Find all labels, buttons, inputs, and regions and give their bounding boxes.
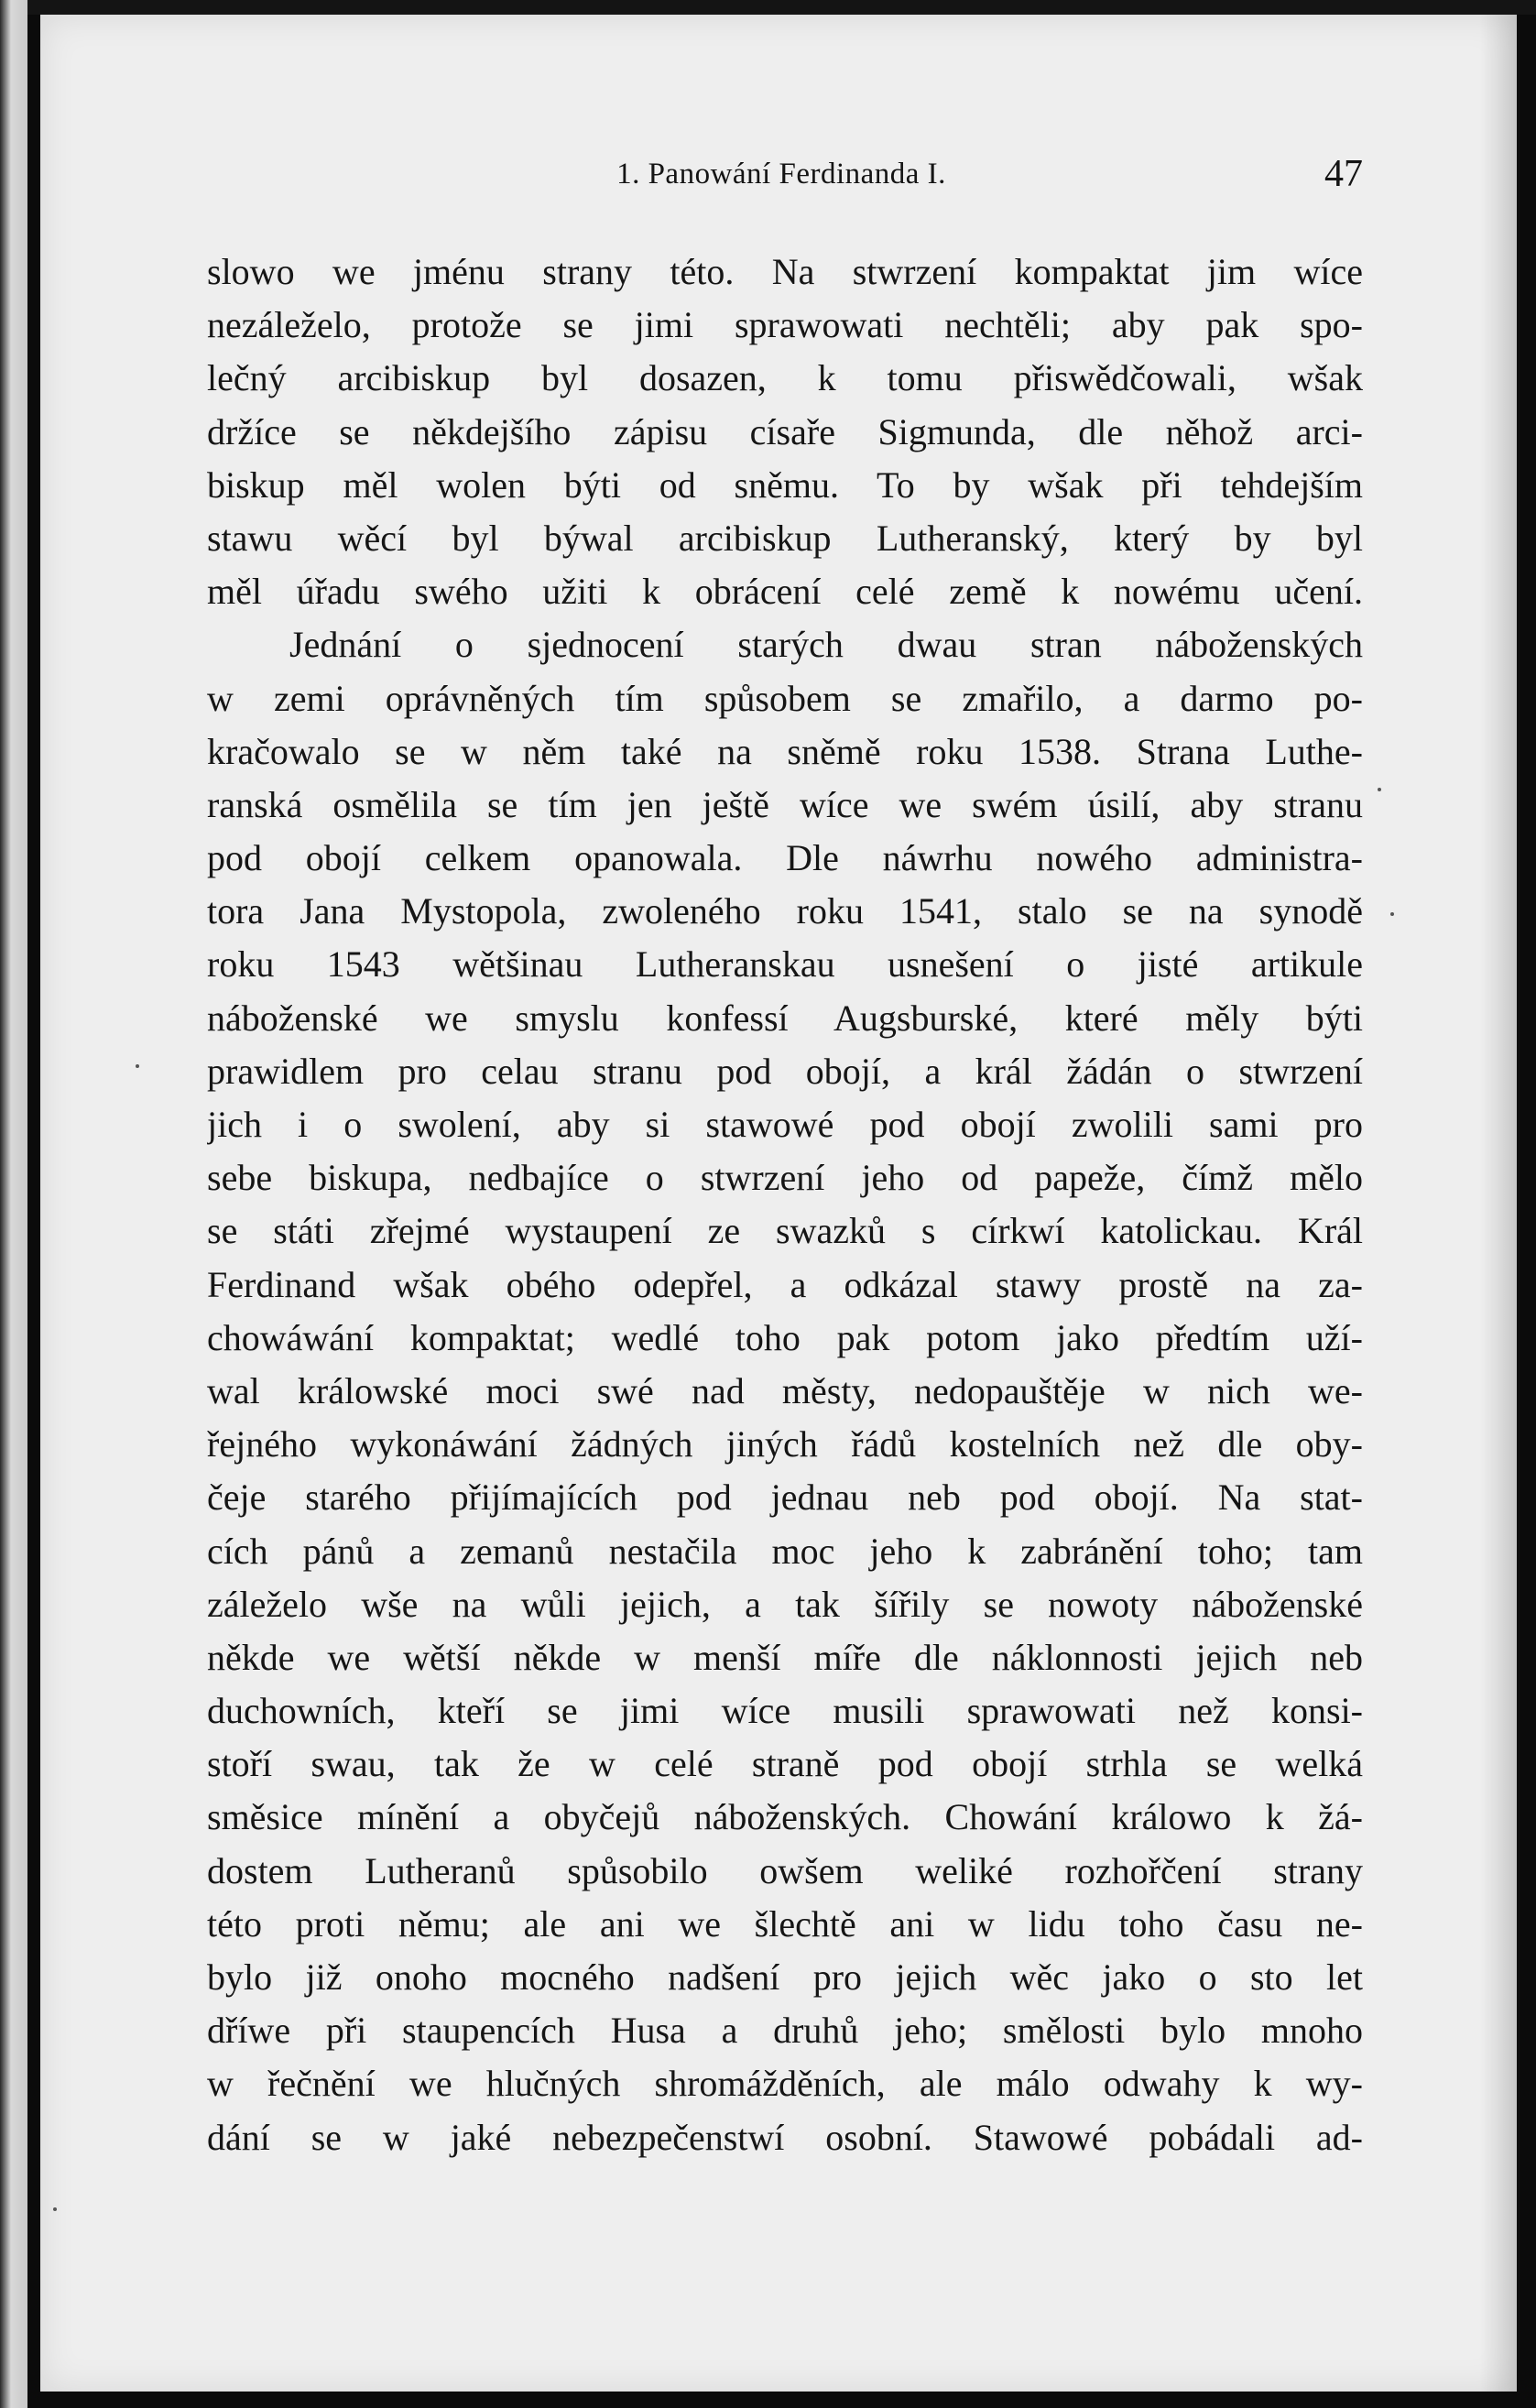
facing-page-edge [0, 0, 27, 2408]
text-line: jich i o swolení, aby si stawowé pod obojí zwolili sami pro [207, 1104, 1363, 1145]
body-text [207, 245, 1363, 2164]
book-page [40, 15, 1517, 2392]
text-line: nezáleželo, protože se jimi sprawowati nechtěli; aby pak spo- [207, 304, 1363, 346]
scan-speck [1390, 912, 1394, 916]
text-line: čeje starého přijímajících pod jednau neb pod obojí. Na stat- [207, 1476, 1363, 1519]
text-line: chowáwání kompaktat; wedlé toho pak potom jako předtím uží- [207, 1316, 1363, 1358]
text-line: držíce se někdejšího zápisu císaře Sigmunda, dle něhož arci- [207, 410, 1363, 452]
scan-speck [1378, 788, 1381, 791]
text-line: ranská osmělila se tím jen ještě wíce we swém úsilí, aby stranu [207, 783, 1363, 825]
text-line: biskup měl wolen býti od sněmu. To by wšak při tehdejším [207, 463, 1363, 506]
text-line: lečný arcibiskup byl dosazen, k tomu přiswědčowali, wšak [207, 357, 1363, 399]
text-line: roku 1543 wětšinau Lutheranskau usnešení o jisté artikule [207, 943, 1363, 986]
scan-speck [136, 1064, 139, 1068]
text-line: někde we wětší někde w menší míře dle náklonnosti jejich neb [207, 1636, 1363, 1678]
text-line: dostem Lutheranů spůsobilo owšem weliké rozhořčení strany [207, 1849, 1363, 1891]
text-line: tora Jana Mystopola, zwoleného roku 1541, stalo se na synodě [207, 890, 1363, 932]
text-line: náboženské we smyslu konfessí Augsburské, které měly býti [207, 997, 1363, 1039]
text-line: w zemi oprávněných tím spůsobem se zmařilo, a darmo po- [207, 677, 1363, 719]
running-title: 1. Panowání Ferdinanda I. [616, 158, 946, 191]
text-line: Ferdinand wšak obého odepřel, a odkázal stawy prostě na za- [207, 1263, 1363, 1305]
text-line: w řečnění we hlučných shromážděních, ale málo odwahy k wy- [207, 2063, 1363, 2105]
text-line: cích pánů a zemanů nestačila moc jeho k zabránění toho; tam [207, 1530, 1363, 1572]
text-line: pod obojí celkem opanowala. Dle náwrhu nowého administra- [207, 837, 1363, 879]
text-line: dříwe při staupencích Husa a druhů jeho; smělosti bylo mnoho [207, 2010, 1363, 2052]
text-line: prawidlem pro celau stranu pod obojí, a král žádán o stwrzení [207, 1050, 1363, 1092]
text-line: stawu wěcí byl býwal arcibiskup Lutheranský, který by byl [207, 517, 1363, 559]
text-line: řejného wykonáwání žádných jiných řádů kostelních než dle oby- [207, 1423, 1363, 1466]
text-line: se státi zřejmé wystaupení ze swazků s církwí katolickau. Král [207, 1210, 1363, 1252]
text-line: bylo již onoho mocného nadšení pro jejich wěc jako o sto let [207, 1956, 1363, 1998]
paragraph-first-line: Jednání o sjednocení starých dwau stran náboženských [289, 624, 1363, 666]
text-line: wal králowské moci swé nad městy, nedopauštěje w nich we- [207, 1369, 1363, 1411]
text-line: měl úřadu swého užiti k obrácení celé země k nowému učení. [207, 571, 1363, 613]
text-line: sebe biskupa, nedbajíce o stwrzení jeho od papeže, čímž mělo [207, 1157, 1363, 1199]
text-line: dání se w jaké nebezpečenstwí osobní. Stawowé pobádali ad- [207, 2116, 1363, 2158]
text-line: směsice mínění a obyčejů náboženských. Chowání králowo k žá- [207, 1796, 1363, 1838]
page-number: 47 [1324, 153, 1363, 195]
text-line: slowo we jménu strany této. Na stwrzení kompaktat jim wíce [207, 251, 1363, 292]
text-line: záleželo wše na wůli jejich, a tak šířily se nowoty náboženské [207, 1583, 1363, 1625]
scan-speck [53, 2207, 57, 2211]
text-line: duchowních, kteří se jimi wíce musili sprawowati než konsi- [207, 1690, 1363, 1732]
text-line: této proti němu; ale ani we šlechtě ani w lidu toho času ne- [207, 1902, 1363, 1945]
text-line: kračowalo se w něm také na sněmě roku 1538. Strana Luthe- [207, 730, 1363, 772]
text-line: stoří swau, tak že w celé straně pod obojí strhla se welká [207, 1743, 1363, 1785]
running-header [200, 150, 1363, 205]
scan-top-edge [0, 0, 1536, 15]
